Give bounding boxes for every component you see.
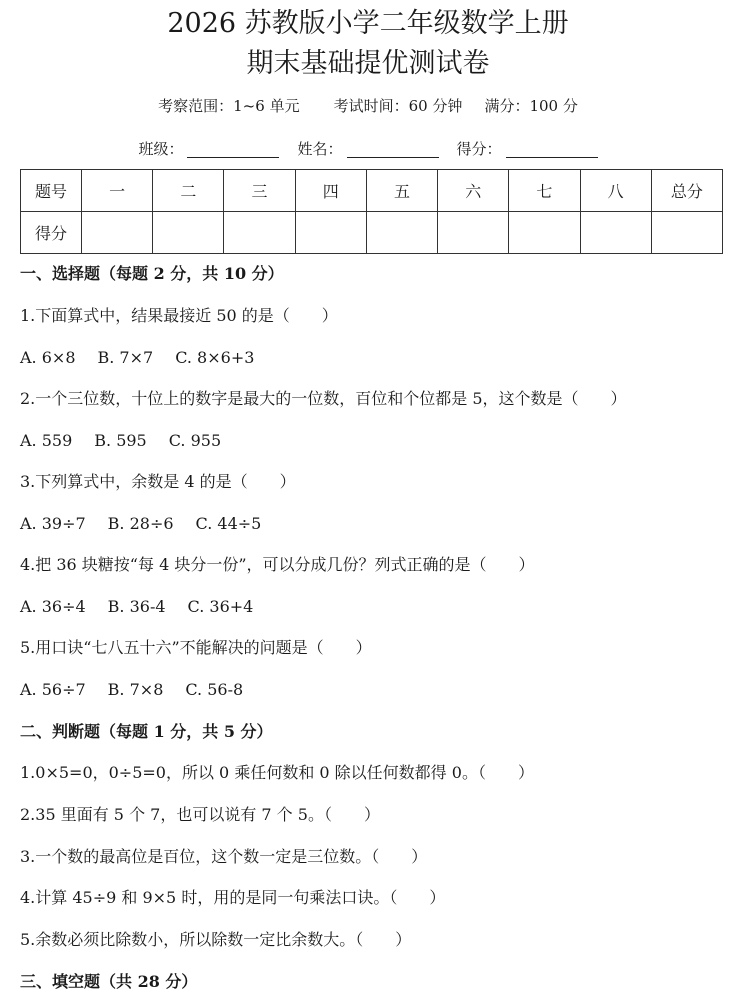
section2-title: 二、判断题（每题 1 分，共 5 分） — [20, 722, 273, 741]
option-b[interactable]: B. 595 — [94, 431, 147, 450]
option-c[interactable]: C. 36+4 — [187, 597, 254, 616]
class-label: 班级： — [138, 140, 184, 158]
score-table-cell: 七 — [509, 170, 580, 212]
option-a[interactable]: A. 6×8 — [20, 348, 76, 367]
score-input-cell[interactable] — [82, 212, 153, 254]
score-table-cell: 三 — [224, 170, 295, 212]
section3-title: 三、填空题（共 28 分） — [20, 972, 198, 991]
option-c[interactable]: C. 8×6+3 — [175, 348, 255, 367]
exam-full-score: 满分：100 分 — [484, 97, 578, 115]
options-row — [20, 678, 730, 702]
option-b[interactable]: B. 28÷6 — [107, 514, 174, 533]
score-input-cell[interactable] — [438, 212, 509, 254]
option-a[interactable]: A. 559 — [20, 431, 73, 450]
question-text: 4.把 36 块糖按“每 4 块分一份”，可以分成几份？列式正确的是（ ） — [20, 555, 535, 574]
options-row — [20, 512, 730, 536]
options-row — [20, 595, 730, 619]
question-text: 2.一个三位数，十位上的数字是最大的一位数，百位和个位都是 5，这个数是（ ） — [20, 389, 627, 408]
options-row — [20, 429, 730, 453]
score-input-cell[interactable] — [509, 212, 580, 254]
score-table-cell: 得分 — [21, 212, 82, 254]
score-table-cell: 四 — [295, 170, 366, 212]
judgement-question: 3.一个数的最高位是百位，这个数一定是三位数。（ ） — [20, 847, 428, 866]
score-input-cell[interactable] — [651, 212, 722, 254]
option-b[interactable]: B. 7×8 — [107, 680, 164, 699]
name-label: 姓名： — [297, 140, 343, 158]
score-input-cell[interactable] — [153, 212, 224, 254]
score-blank[interactable] — [506, 139, 598, 158]
exam-title-line2: 期末基础提优测试卷 — [246, 48, 490, 79]
exam-time: 考试时间：60 分钟 — [333, 97, 463, 115]
judgement-question: 2.35 里面有 5 个 7，也可以说有 7 个 5。（ ） — [20, 805, 380, 824]
score-table — [20, 169, 723, 254]
judgement-question: 4.计算 45÷9 和 9×5 时，用的是同一句乘法口诀。（ ） — [20, 888, 446, 907]
option-a[interactable]: A. 39÷7 — [20, 514, 86, 533]
score-table-cell: 六 — [438, 170, 509, 212]
score-table-cell: 八 — [580, 170, 651, 212]
exam-scope: 考察范围：1~6 单元 — [158, 97, 300, 115]
question-text: 1.下面算式中，结果最接近 50 的是（ ） — [20, 306, 338, 325]
score-table-cell: 五 — [366, 170, 437, 212]
judgement-question: 1.0×5=0，0÷5=0，所以 0 乘任何数和 0 除以任何数都得 0。（ ） — [20, 763, 534, 782]
option-c[interactable]: C. 955 — [168, 431, 222, 450]
section1-title: 一、选择题（每题 2 分，共 10 分） — [20, 264, 284, 283]
judgement-question: 5.余数必须比除数小，所以除数一定比余数大。（ ） — [20, 930, 412, 949]
score-input-cell[interactable] — [224, 212, 295, 254]
score-table-cell: 题号 — [21, 170, 82, 212]
score-input-cell[interactable] — [295, 212, 366, 254]
options-row — [20, 346, 730, 370]
option-b[interactable]: B. 7×7 — [97, 348, 154, 367]
option-c[interactable]: C. 56-8 — [185, 680, 244, 699]
option-a[interactable]: A. 56÷7 — [20, 680, 86, 699]
exam-title-line1: 2026 苏教版小学二年级数学上册 — [167, 8, 569, 39]
option-a[interactable]: A. 36÷4 — [20, 597, 86, 616]
class-blank[interactable] — [187, 139, 279, 158]
exam-info — [0, 93, 736, 119]
question-text: 3.下列算式中，余数是 4 的是（ ） — [20, 472, 296, 491]
score-table-header-row — [21, 170, 723, 212]
student-info-row — [0, 136, 736, 162]
score-table-cell: 二 — [153, 170, 224, 212]
score-table-cell: 总分 — [651, 170, 722, 212]
option-b[interactable]: B. 36-4 — [107, 597, 166, 616]
score-label: 得分： — [456, 140, 502, 158]
name-blank[interactable] — [347, 139, 439, 158]
question-text: 5.用口诀“七八五十六”不能解决的问题是（ ） — [20, 638, 372, 657]
score-input-cell[interactable] — [366, 212, 437, 254]
score-table-score-row — [21, 212, 723, 254]
score-input-cell[interactable] — [580, 212, 651, 254]
score-table-cell: 一 — [82, 170, 153, 212]
option-c[interactable]: C. 44÷5 — [195, 514, 262, 533]
